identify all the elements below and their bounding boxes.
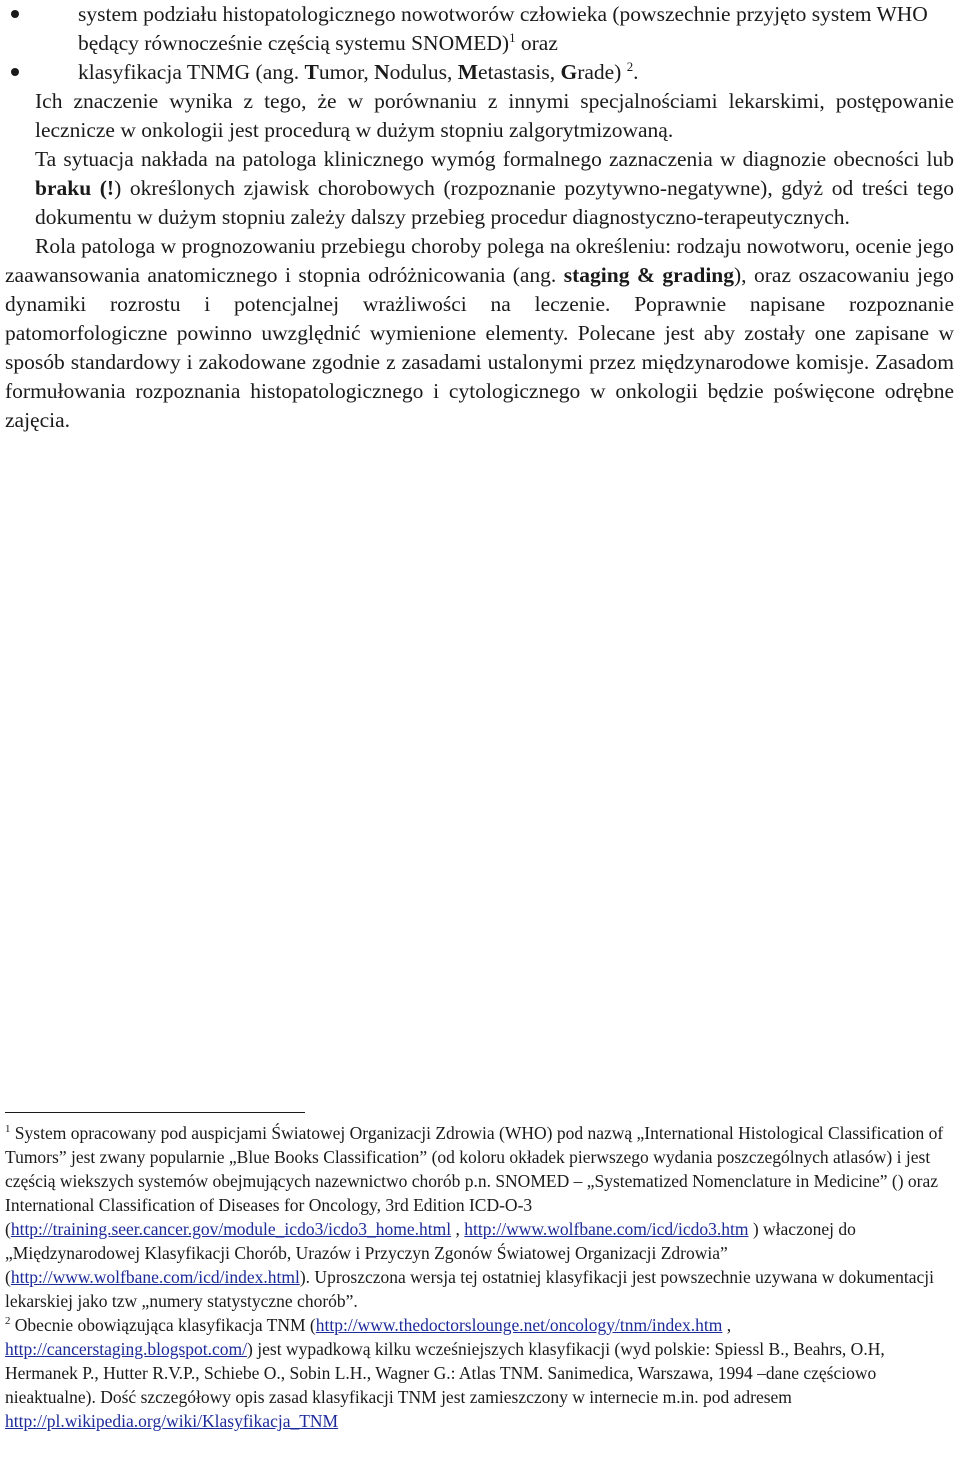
body-text bbox=[0, 0, 960, 435]
footnote-number: 2 bbox=[5, 1315, 11, 1328]
footnote-text: ) właczonej do „Międzynarodowej Klasyfikacji Chorób, Urazów i Przyczyn Zgonów Światowej Organizacji Zdrowia” ( bbox=[5, 1219, 856, 1287]
paragraph-text: Rola patologa w prognozowaniu przebiegu choroby polega na określeniu: rodzaju nowotworu, ocenie jego zaawansowania anatomicznego i stopnia odróżnicowania (ang. bbox=[5, 234, 954, 287]
footnote-text: , bbox=[451, 1219, 465, 1239]
bullet-text-bold: G bbox=[560, 60, 578, 84]
bullet-item-who-system bbox=[0, 0, 960, 58]
paragraph-formal-requirement bbox=[0, 145, 960, 232]
paragraph-text: Ta sytuacja nakłada na patologa klinicznego wymóg formalnego zaznaczenia w diagnozie obecności lub bbox=[35, 147, 954, 171]
footnote-ref-2[interactable]: 2 bbox=[626, 59, 634, 74]
bullet-text-bold: T bbox=[304, 60, 319, 84]
bullet-text-bold: N bbox=[374, 60, 390, 84]
bullet-text-part: odulus, bbox=[389, 60, 458, 84]
bullet-tail: oraz bbox=[515, 31, 558, 55]
bullet-text-part: rade) bbox=[577, 60, 627, 84]
bullet-icon bbox=[11, 68, 19, 76]
footnote-link-wolfbane-icdo3[interactable]: http://www.wolfbane.com/icd/icdo3.htm bbox=[464, 1219, 749, 1239]
bullet-text: system podziału histopatologicznego nowotworów człowieka (powszechnie przyjęto system WHO będący równocześnie częścią systemu SNOMED) bbox=[78, 2, 928, 55]
bullet-text-part: etastasis, bbox=[478, 60, 561, 84]
footnote-text: ). Uproszczona wersja tej ostatniej klasyfikacji jest powszechnie uzywana w dokumentacji lekarskiej jako tzw „numery statystyczne chorób”. bbox=[5, 1267, 935, 1311]
paragraph-text: ) określonych zjawisk chorobowych (rozpoznanie pozytywno-negatywne), gdyż od treści tego dokumentu w dużym stopniu zależy dalszy przebieg procedur diagnostyczno-terapeutycznych. bbox=[35, 176, 955, 229]
footnote-link-wolfbane-index[interactable]: http://www.wolfbane.com/icd/index.html bbox=[10, 1267, 300, 1287]
paragraph-bold: staging & grading bbox=[563, 263, 735, 287]
footnote-1 bbox=[5, 1121, 953, 1313]
paragraph-pathologist-role bbox=[0, 232, 960, 435]
footnote-text: ) jest wypadkową kilku wcześniejszych klasyfikacji (wyd polskie: Spiessl B., Beahrs, O.H, Hermanek P., Hutter R.V.P., Schiebe O., Sobin L.H., Wagner G.: Atlas TNM. Sanimedica, Warszawa, 1994 –dane częściowo nieaktualne). Dość szczegółowy opis zasad klasyfikacji TNM jest zamieszczony w internecie m.in. pod adresem bbox=[5, 1339, 885, 1407]
footnote-text: Obecnie obowiązująca klasyfikacja TNM ( bbox=[10, 1315, 316, 1335]
footnote-link-seer[interactable]: http://training.seer.cancer.gov/module_icdo3/icdo3_home.html bbox=[10, 1219, 452, 1239]
footnote-number: 1 bbox=[5, 1123, 11, 1136]
footnote-link-cancerstaging[interactable]: http://cancerstaging.blogspot.com/ bbox=[5, 1339, 248, 1359]
footnotes-section bbox=[5, 1112, 953, 1433]
footnote-ref-1[interactable]: 1 bbox=[509, 30, 516, 45]
bullet-text-bold: M bbox=[457, 60, 479, 84]
footnote-separator bbox=[5, 1112, 305, 1113]
bullet-tail: . bbox=[633, 60, 639, 84]
bullet-text-part: umor, bbox=[318, 60, 375, 84]
bullet-text-part: klasyfikacja TNMG (ang. bbox=[78, 60, 305, 84]
footnote-link-doctorslounge[interactable]: http://www.thedoctorslounge.net/oncology/tnm/index.htm bbox=[315, 1315, 723, 1335]
paragraph-text: ), oraz oszacowaniu jego dynamiki rozrostu i potencjalnej wrażliwości na leczenie. Poprawnie napisane rozpoznanie patomorfologiczne powinno uwzględnić wymienione elementy. Polecane jest aby zostały one zapisane w sposób standardowy i zakodowane zgodnie z zasadami ustalonymi przez międzynarodowe komisje. Zasadom formułowania rozpoznania histopatologicznego i cytologicznego w onkologii będzie poświęcone odrębne zajęcia. bbox=[5, 263, 954, 432]
bullet-icon bbox=[11, 10, 19, 18]
footnote-text: , bbox=[722, 1315, 732, 1335]
paragraph-bold: braku (! bbox=[35, 176, 115, 200]
bullet-item-tnmg bbox=[0, 58, 960, 87]
footnote-text: System opracowany pod auspicjami Światowej Organizacji Zdrowia (WHO) pod nazwą „International Histological Classification of Tumors” jest zwany popularnie „Blue Books Classification” (od koloru okładek pierwszego wydania poszczególnych atlasów) i jest częścią wiekszych systemów obejmujących nazewnictwo chorób p.n. SNOMED – „Systematized Nomenclature in Medicine” () oraz International Classification of Diseases for Oncology, 3rd Edition ICD-O-3 ( bbox=[5, 1123, 944, 1239]
paragraph-algorithmization: Ich znaczenie wynika z tego, że w porównaniu z innymi specjalnościami lekarskimi, postępowanie lecznicze w onkologii jest procedurą w dużym stopniu zalgorytmizowaną. bbox=[35, 89, 954, 142]
footnote-link-wikipedia[interactable]: http://pl.wikipedia.org/wiki/Klasyfikacja_TNM bbox=[5, 1411, 339, 1431]
footnote-2 bbox=[5, 1313, 953, 1433]
